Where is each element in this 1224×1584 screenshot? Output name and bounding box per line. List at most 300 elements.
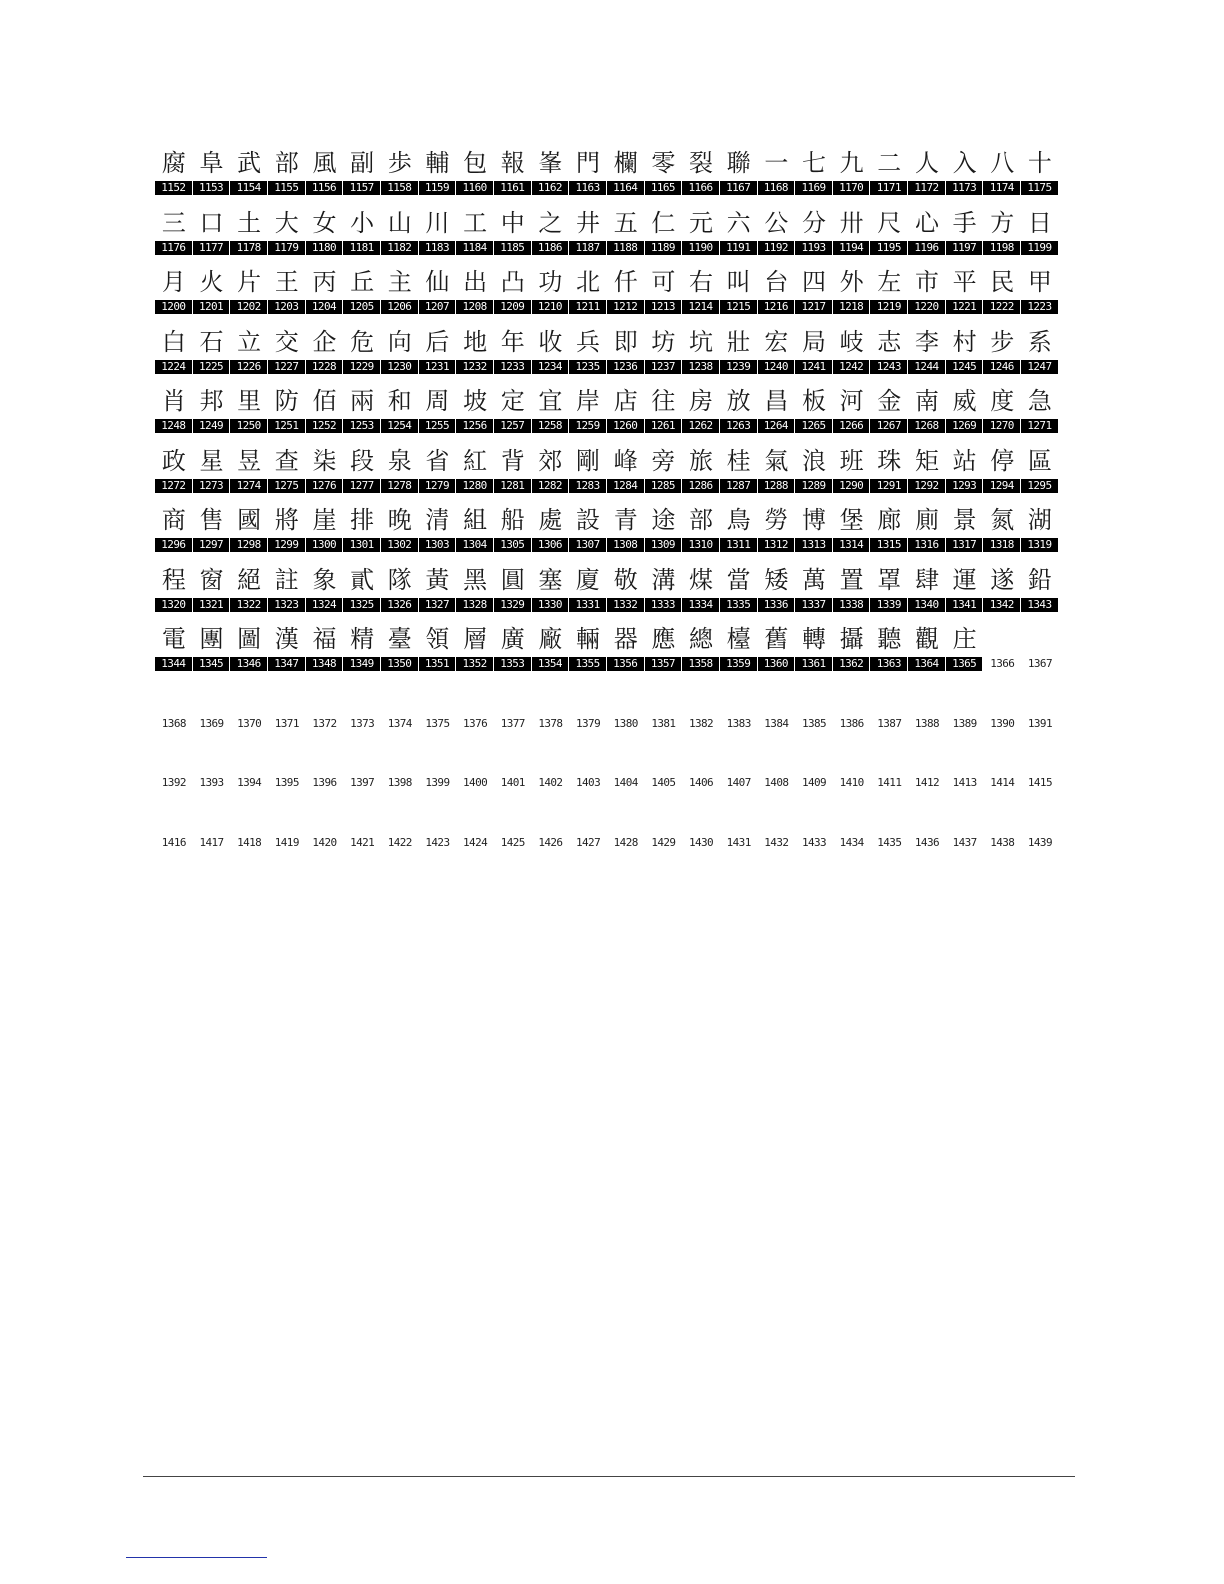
code-label: 1408 [758, 776, 796, 790]
code-label: 1314 [833, 538, 871, 552]
code-label: 1181 [343, 241, 381, 255]
code-label: 1415 [1021, 776, 1059, 790]
code-label: 1397 [343, 776, 381, 790]
code-label: 1412 [908, 776, 946, 790]
code-label: 1239 [720, 360, 758, 374]
code-label: 1410 [833, 776, 871, 790]
code-line [155, 241, 1059, 255]
code-label: 1327 [419, 598, 457, 612]
code-label: 1276 [306, 479, 344, 493]
glyph-cell: 泉 [387, 446, 412, 475]
glyph-cell: 塞 [538, 565, 563, 594]
code-label: 1306 [532, 538, 570, 552]
glyph-cell: 途 [651, 506, 676, 534]
code-label: 1385 [795, 717, 833, 731]
glyph-cell: 仙 [425, 268, 450, 296]
code-label: 1286 [682, 479, 720, 493]
code-label: 1316 [908, 538, 946, 552]
code-label: 1358 [682, 657, 720, 671]
glyph-cell: 矮 [764, 565, 789, 594]
code-label: 1274 [230, 479, 268, 493]
code-label: 1309 [645, 538, 683, 552]
code-label: 1387 [870, 717, 908, 731]
code-label: 1352 [456, 657, 494, 671]
code-label: 1348 [306, 657, 344, 671]
glyph-cell: 國 [237, 506, 262, 534]
code-label: 1273 [193, 479, 231, 493]
glyph-cell: 宏 [764, 327, 789, 356]
glyph-cell: 包 [463, 149, 488, 177]
glyph-cell: 停 [990, 446, 1015, 475]
code-label: 1227 [268, 360, 306, 374]
code-label: 1432 [758, 836, 796, 850]
code-label: 1332 [607, 598, 645, 612]
glyph-cell: 廁 [914, 506, 939, 534]
code-label: 1222 [983, 300, 1021, 314]
glyph-cell: 庄 [952, 625, 977, 653]
glyph-cell: 註 [274, 565, 299, 594]
code-label: 1270 [983, 419, 1021, 433]
code-label: 1191 [720, 241, 758, 255]
glyph-cell: 出 [463, 268, 488, 296]
code-label: 1308 [607, 538, 645, 552]
glyph-cell: 工 [463, 208, 488, 237]
code-label: 1202 [230, 300, 268, 314]
glyph-cell: 卅 [839, 208, 864, 237]
glyph-cell: 肆 [914, 565, 939, 594]
code-label: 1173 [946, 181, 984, 195]
glyph-cell: 王 [274, 268, 299, 296]
glyph-cell: 急 [1027, 387, 1052, 415]
glyph-cell: 大 [274, 208, 299, 237]
code-label: 1243 [870, 360, 908, 374]
code-label: 1250 [230, 419, 268, 433]
code-label: 1368 [155, 717, 193, 731]
code-label: 1433 [795, 836, 833, 850]
glyph-cell: 昱 [237, 446, 262, 475]
code-label: 1425 [494, 836, 532, 850]
glyph-cell: 部 [274, 149, 299, 177]
code-label: 1300 [306, 538, 344, 552]
glyph-cell: 售 [199, 506, 224, 534]
code-label: 1288 [758, 479, 796, 493]
glyph-cell: 星 [199, 446, 224, 475]
code-line [155, 300, 1059, 314]
code-label: 1179 [268, 241, 306, 255]
glyph-cell: 立 [237, 327, 262, 356]
code-line [155, 181, 1059, 195]
glyph-cell: 堡 [839, 506, 864, 534]
code-label: 1383 [720, 717, 758, 731]
code-label: 1185 [494, 241, 532, 255]
code-label: 1164 [607, 181, 645, 195]
glyph-cell: 金 [877, 387, 902, 415]
code-label: 1193 [795, 241, 833, 255]
code-label: 1287 [720, 479, 758, 493]
code-label: 1350 [381, 657, 419, 671]
table-row [155, 502, 1059, 562]
glyph-cell: 旅 [689, 446, 714, 475]
code-label: 1238 [682, 360, 720, 374]
code-label: 1435 [870, 836, 908, 850]
code-label: 1369 [193, 717, 231, 731]
glyph-cell: 五 [613, 208, 638, 237]
code-label: 1349 [343, 657, 381, 671]
code-label: 1362 [833, 657, 871, 671]
glyph-cell: 仁 [651, 208, 676, 237]
glyph-cell: 威 [952, 387, 977, 415]
glyph-line [155, 740, 1059, 776]
code-label: 1406 [682, 776, 720, 790]
code-label: 1199 [1021, 241, 1059, 255]
code-label: 1264 [758, 419, 796, 433]
code-label: 1310 [682, 538, 720, 552]
code-label: 1184 [456, 241, 494, 255]
code-label: 1223 [1021, 300, 1059, 314]
glyph-cell: 尺 [877, 208, 902, 237]
code-label: 1262 [682, 419, 720, 433]
code-label: 1424 [456, 836, 494, 850]
glyph-cell: 六 [726, 208, 751, 237]
glyph-cell: 步 [990, 327, 1015, 356]
glyph-cell: 象 [312, 565, 337, 594]
code-label: 1152 [155, 181, 193, 195]
glyph-cell: 設 [576, 506, 601, 534]
glyph-cell: 岸 [576, 387, 601, 415]
code-label: 1261 [645, 419, 683, 433]
glyph-cell: 心 [914, 208, 939, 237]
glyph-cell: 清 [425, 506, 450, 534]
code-label: 1356 [607, 657, 645, 671]
glyph-cell: 站 [952, 446, 977, 475]
glyph-cell: 敬 [613, 565, 638, 594]
glyph-cell: 景 [952, 506, 977, 534]
code-label: 1241 [795, 360, 833, 374]
code-label: 1359 [720, 657, 758, 671]
code-label: 1315 [870, 538, 908, 552]
glyph-cell: 排 [350, 506, 375, 534]
glyph-cell: 萬 [801, 565, 826, 594]
glyph-cell: 區 [1027, 446, 1052, 475]
glyph-cell: 報 [500, 149, 525, 177]
code-label: 1205 [343, 300, 381, 314]
glyph-cell: 后 [425, 327, 450, 356]
code-label: 1194 [833, 241, 871, 255]
glyph-cell: 運 [952, 565, 977, 594]
glyph-cell: 平 [952, 268, 977, 296]
code-label: 1380 [607, 717, 645, 731]
glyph-cell: 博 [801, 506, 826, 534]
code-label: 1254 [381, 419, 419, 433]
glyph-cell: 圓 [500, 565, 525, 594]
glyph-cell: 總 [689, 625, 714, 653]
glyph-cell: 廈 [576, 565, 601, 594]
code-label: 1210 [532, 300, 570, 314]
glyph-cell: 風 [312, 149, 337, 177]
code-label: 1330 [532, 598, 570, 612]
code-label: 1392 [155, 776, 193, 790]
code-label: 1157 [343, 181, 381, 195]
code-label: 1312 [758, 538, 796, 552]
glyph-cell: 火 [199, 268, 224, 296]
glyph-cell: 黃 [425, 565, 450, 594]
code-label: 1212 [607, 300, 645, 314]
code-label: 1230 [381, 360, 419, 374]
code-label: 1417 [193, 836, 231, 850]
code-label: 1186 [532, 241, 570, 255]
code-line [155, 538, 1059, 552]
code-label: 1313 [795, 538, 833, 552]
glyph-cell: 白 [161, 327, 186, 356]
glyph-cell: 可 [651, 268, 676, 296]
glyph-cell: 珠 [877, 446, 902, 475]
glyph-cell: 坑 [689, 327, 714, 356]
code-label: 1427 [569, 836, 607, 850]
table-row [155, 681, 1059, 741]
code-label: 1213 [645, 300, 683, 314]
code-label: 1160 [456, 181, 494, 195]
glyph-cell: 門 [576, 149, 601, 177]
code-label: 1256 [456, 419, 494, 433]
code-label: 1438 [983, 836, 1021, 850]
code-label: 1282 [532, 479, 570, 493]
glyph-cell: 船 [500, 506, 525, 534]
glyph-cell: 四 [801, 268, 826, 296]
glyph-cell: 局 [801, 327, 826, 356]
code-label: 1277 [343, 479, 381, 493]
glyph-cell: 漢 [274, 625, 299, 653]
glyph-cell: 歩 [387, 149, 412, 177]
glyph-cell: 晚 [387, 506, 412, 534]
glyph-cell: 川 [425, 208, 450, 237]
code-label: 1203 [268, 300, 306, 314]
code-label: 1382 [682, 717, 720, 731]
glyph-cell: 系 [1027, 327, 1052, 356]
glyph-cell: 民 [990, 268, 1015, 296]
code-label: 1166 [682, 181, 720, 195]
glyph-line [155, 502, 1059, 538]
code-label: 1361 [795, 657, 833, 671]
code-label: 1295 [1021, 479, 1059, 493]
table-row [155, 264, 1059, 324]
code-label: 1322 [230, 598, 268, 612]
glyph-cell: 女 [312, 208, 337, 237]
code-label: 1252 [306, 419, 344, 433]
code-label: 1414 [983, 776, 1021, 790]
code-label: 1228 [306, 360, 344, 374]
code-label: 1237 [645, 360, 683, 374]
glyph-cell: 坡 [463, 387, 488, 415]
glyph-cell: 處 [538, 506, 563, 534]
table-row [155, 800, 1059, 860]
code-label: 1169 [795, 181, 833, 195]
code-label: 1218 [833, 300, 871, 314]
glyph-cell: 周 [425, 387, 450, 415]
code-label: 1421 [343, 836, 381, 850]
code-label: 1196 [908, 241, 946, 255]
glyph-cell: 崖 [312, 506, 337, 534]
glyph-cell: 丙 [312, 268, 337, 296]
code-label: 1381 [645, 717, 683, 731]
code-label: 1161 [494, 181, 532, 195]
code-label: 1176 [155, 241, 193, 255]
code-label: 1401 [494, 776, 532, 790]
code-label: 1242 [833, 360, 871, 374]
code-label: 1177 [193, 241, 231, 255]
glyph-cell: 峰 [613, 446, 638, 475]
code-label: 1175 [1021, 181, 1059, 195]
code-line [155, 598, 1059, 612]
code-label: 1373 [343, 717, 381, 731]
glyph-cell: 台 [764, 268, 789, 296]
code-label: 1255 [419, 419, 457, 433]
glyph-cell: 丘 [350, 268, 375, 296]
code-line [155, 419, 1059, 433]
code-label: 1367 [1021, 657, 1059, 671]
glyph-cell: 武 [237, 149, 262, 177]
code-label: 1267 [870, 419, 908, 433]
glyph-cell: 外 [839, 268, 864, 296]
code-label: 1234 [532, 360, 570, 374]
code-label: 1232 [456, 360, 494, 374]
glyph-cell: 氮 [990, 506, 1015, 534]
glyph-cell: 廣 [500, 625, 525, 653]
code-label: 1171 [870, 181, 908, 195]
glyph-line [155, 443, 1059, 479]
code-label: 1289 [795, 479, 833, 493]
glyph-cell: 廠 [538, 625, 563, 653]
glyph-cell: 將 [274, 506, 299, 534]
code-label: 1165 [645, 181, 683, 195]
code-label: 1291 [870, 479, 908, 493]
code-label: 1303 [419, 538, 457, 552]
glyph-cell: 三 [161, 208, 186, 237]
glyph-cell: 團 [199, 625, 224, 653]
code-label: 1388 [908, 717, 946, 731]
glyph-cell: 九 [839, 149, 864, 177]
code-label: 1323 [268, 598, 306, 612]
code-label: 1183 [419, 241, 457, 255]
code-label: 1215 [720, 300, 758, 314]
glyph-cell: 器 [613, 625, 638, 653]
glyph-cell: 兵 [576, 327, 601, 356]
glyph-cell: 輛 [576, 625, 601, 653]
code-label: 1153 [193, 181, 231, 195]
code-label: 1298 [230, 538, 268, 552]
glyph-cell: 店 [613, 387, 638, 415]
code-label: 1390 [983, 717, 1021, 731]
glyph-cell: 輔 [425, 149, 450, 177]
code-label: 1407 [720, 776, 758, 790]
code-label: 1405 [645, 776, 683, 790]
code-label: 1340 [908, 598, 946, 612]
code-label: 1307 [569, 538, 607, 552]
code-label: 1265 [795, 419, 833, 433]
glyph-cell: 腐 [161, 149, 186, 177]
code-label: 1376 [456, 717, 494, 731]
code-label: 1266 [833, 419, 871, 433]
code-label: 1278 [381, 479, 419, 493]
code-label: 1187 [569, 241, 607, 255]
code-label: 1236 [607, 360, 645, 374]
glyph-cell: 應 [651, 625, 676, 653]
glyph-cell: 鳥 [726, 506, 751, 534]
code-label: 1436 [908, 836, 946, 850]
code-label: 1428 [607, 836, 645, 850]
glyph-cell: 市 [914, 268, 939, 296]
code-label: 1354 [532, 657, 570, 671]
glyph-cell: 往 [651, 387, 676, 415]
code-label: 1154 [230, 181, 268, 195]
code-label: 1235 [569, 360, 607, 374]
glyph-cell: 組 [463, 506, 488, 534]
code-label: 1248 [155, 419, 193, 433]
table-row [155, 324, 1059, 384]
glyph-cell: 背 [500, 446, 525, 475]
code-label: 1411 [870, 776, 908, 790]
code-label: 1201 [193, 300, 231, 314]
code-label: 1275 [268, 479, 306, 493]
code-label: 1413 [946, 776, 984, 790]
code-label: 1365 [946, 657, 984, 671]
code-label: 1420 [306, 836, 344, 850]
code-label: 1324 [306, 598, 344, 612]
glyph-line [155, 205, 1059, 241]
code-label: 1272 [155, 479, 193, 493]
code-label: 1351 [419, 657, 457, 671]
code-label: 1263 [720, 419, 758, 433]
code-label: 1284 [607, 479, 645, 493]
glyph-cell: 佰 [312, 387, 337, 415]
glyph-cell: 攝 [839, 625, 864, 653]
code-label: 1398 [381, 776, 419, 790]
code-label: 1209 [494, 300, 532, 314]
code-label: 1429 [645, 836, 683, 850]
code-label: 1318 [983, 538, 1021, 552]
glyph-cell: 廊 [877, 506, 902, 534]
glyph-cell: 觀 [914, 625, 939, 653]
glyph-cell: 隊 [387, 565, 412, 594]
glyph-cell: 阜 [199, 149, 224, 177]
code-label: 1189 [645, 241, 683, 255]
glyph-cell: 里 [237, 387, 262, 415]
code-label: 1317 [946, 538, 984, 552]
code-label: 1249 [193, 419, 231, 433]
glyph-cell: 鉛 [1027, 565, 1052, 594]
glyph-cell: 放 [726, 387, 751, 415]
glyph-cell: 轉 [801, 625, 826, 653]
glyph-cell: 手 [952, 208, 977, 237]
glyph-cell: 貳 [350, 565, 375, 594]
code-label: 1226 [230, 360, 268, 374]
glyph-cell: 叫 [726, 268, 751, 296]
code-label: 1200 [155, 300, 193, 314]
code-label: 1304 [456, 538, 494, 552]
glyph-line [155, 681, 1059, 717]
glyph-cell: 勞 [764, 506, 789, 534]
code-label: 1386 [833, 717, 871, 731]
glyph-cell: 凸 [500, 268, 525, 296]
code-label: 1217 [795, 300, 833, 314]
code-label: 1214 [682, 300, 720, 314]
code-label: 1221 [946, 300, 984, 314]
code-line [155, 360, 1059, 374]
code-label: 1416 [155, 836, 193, 850]
table-row [155, 740, 1059, 800]
code-label: 1257 [494, 419, 532, 433]
glyph-cell: 紅 [463, 446, 488, 475]
glyph-cell: 壯 [726, 327, 751, 356]
